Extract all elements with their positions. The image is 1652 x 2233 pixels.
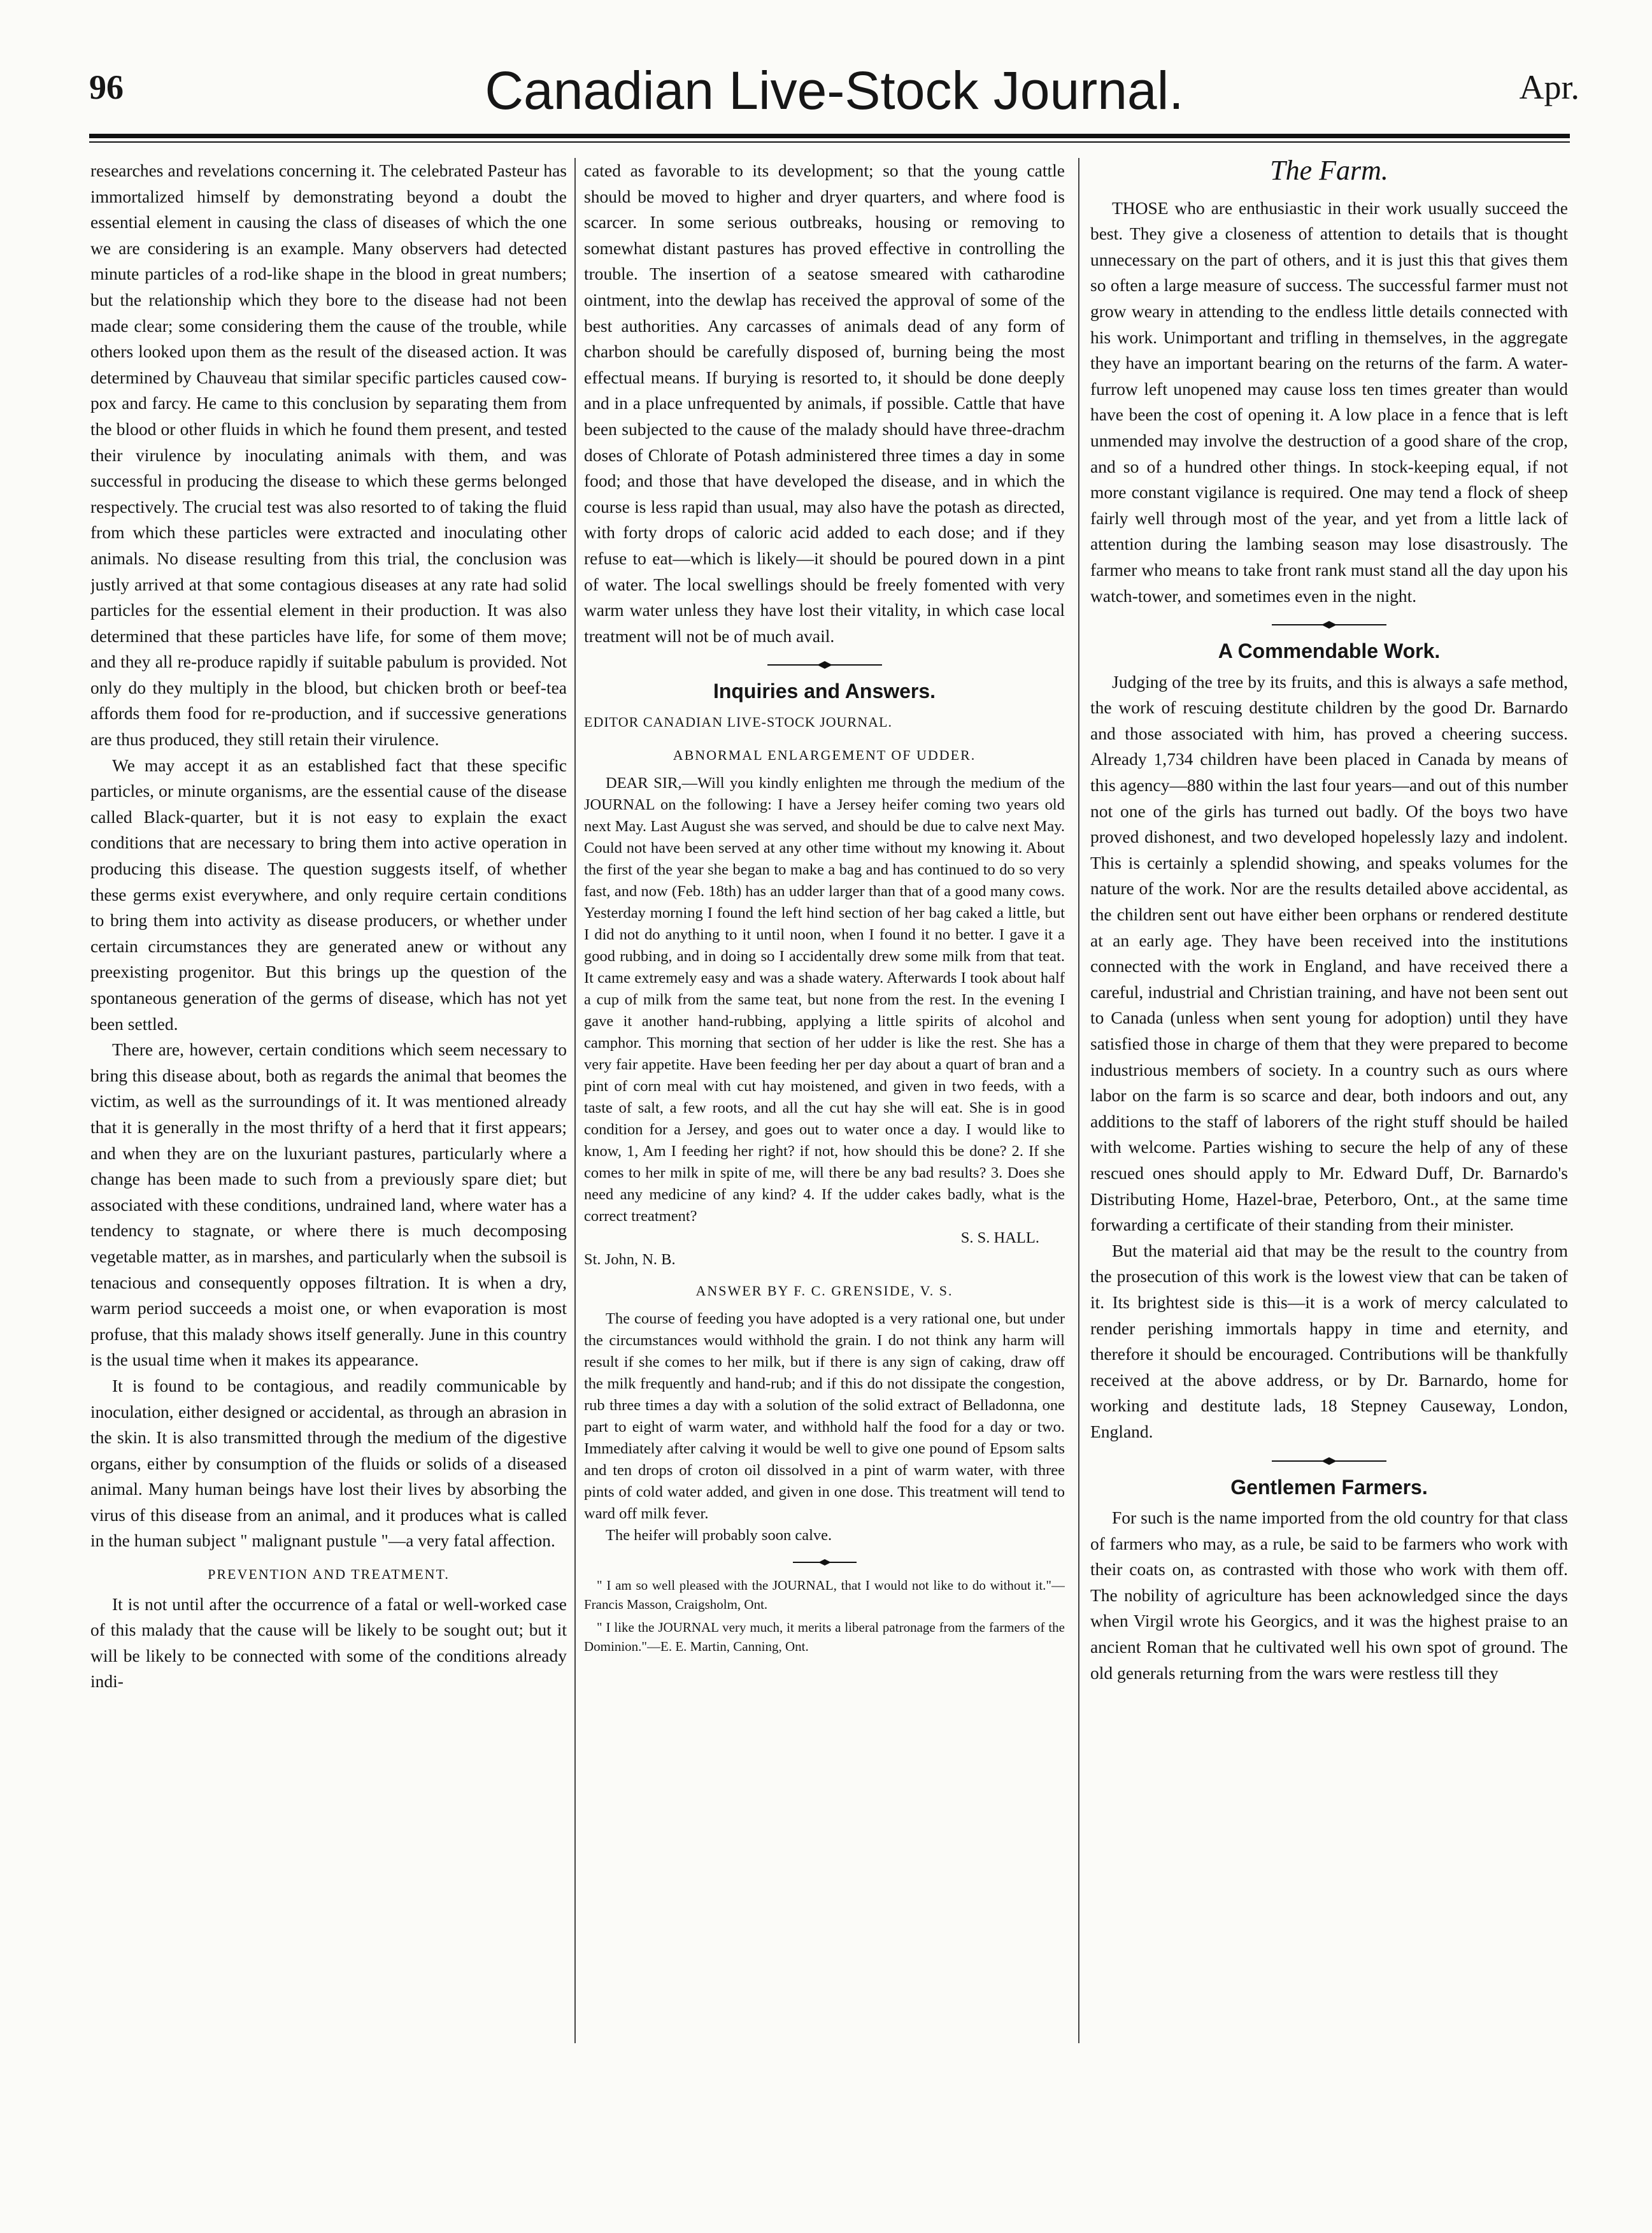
ornament-divider	[767, 1558, 882, 1567]
letter-signature: S. S. HALL.	[960, 1229, 1039, 1247]
paragraph: cated as favorable to its development; so that the young cattle should be moved to higher and dryer quarters, and where food is scarcer. In some serious outbreaks, housing or removing to somewhat distant pastures has proved effective in controlling the trouble. The insertion of a seatose smeared with catharodine ointment, into the dewlap has received the approval of some of the best authorities. Any carcasses of animals dead of any form of charbon should be carefully disposed of, burning being the most effectual means. If burying is resorted to, it should be done deeply and in a place unfrequented by animals, if possible. Cattle that have been subjected to the cause of the malady should have three-drachm doses of Chlorate of Potash administered three times a day in some food; and those that have developed the disease, and in which the course is less rapid than usual, may also have the potash as directed, with forty drops of caloric acid added to each dose; and if they refuse to eat—which is likely—it should be poured down in a pint of water. The local swellings should be freely fomented with very warm water unless they have lost their vitality, in which case local treatment will not be of much avail.	[584, 161, 1065, 646]
header-rule-thick	[89, 134, 1570, 138]
letter-place: St. John, N. B.	[584, 1251, 676, 1269]
section-title: Inquiries and Answers.	[713, 680, 936, 703]
testimonial-quote: " I am so well pleased with the JOURNAL, that I would not like to do without it."—Francis Masson, Craigsholm, Ont.	[584, 1577, 1065, 1612]
paragraph: But the material aid that may be the result to the country from the prosecution of this work is the lowest view that can be taken of it. Its brightest side is this—it is a work of mercy calculated to render perishing immortals happy in time and eternity, and therefore it should be encouraged. Contributions will be thankfully received at the above address, or by Dr. Barnardo, home for working and destitute lads, 18 Stepney Causeway, London, England.	[1090, 1240, 1568, 1441]
editor-line: EDITOR CANADIAN LIVE-STOCK JOURNAL.	[584, 713, 892, 730]
issue-month: Apr.	[1519, 68, 1579, 106]
letter-text: DEAR SIR,—Will you kindly enlighten me through the medium of the JOURNAL on the following: I have a Jersey heifer coming two years old next May. Last August she was served, and should be due to calve next May. Could not have been served at any other time without my knowing it. About the first of the year she began to make a bag and has continued to do so very fast, and now (Feb. 18th) has an udder larger than that of a good many cows. Yesterday morning I found the left hind section of her bag caked a little, but I did not do anything to it until noon, when I found it no better. I gave it a good rubbing, and in doing so I accidentally drew some milk from that teat. It came extremely easy and was a shade watery. Afterwards I took about half a cup of milk from the same teat, but none from the rest. In the evening I gave it another hand-rubbing, applying a little spirits of alcohol and camphor. This morning that section of her udder is like the rest. She has a very fair appetite. Have been feeding her per day about a quart of bran and a pint of corn meal with cut hay moistened, and given in two feeds, with a taste of salt, a few roots, and all the cut hay she will eat. She is in good condition for a Jersey, and goes out to water once a day. I would like to know, 1, Am I feeding her right? if not, how should this be done? 2. If she comes to her milk in spite of me, will there be any bad results? 3. Does she need any medicine of any kind? 4. If the udder cakes badly, what is the correct treatment?	[584, 774, 1065, 1225]
column-divider	[574, 158, 576, 2043]
paragraph: For such is the name imported from the old country for that class of farmers who may, as a rule, be said to be farmers who work with their coats on, as contrasted with those who work with them off. The nobility of agriculture has been acknowledged since the days when Virgil wrote his Georgics, and it was the highest praise to an ancient Roman that he cultivated well his own spot of ground. The old generals returning from the wars were restless till they	[1090, 1508, 1568, 1683]
article-title: Gentlemen Farmers.	[1230, 1475, 1428, 1499]
paragraph: There are, however, certain conditions which seem necessary to bring this disease about, both as regards the animal that beomes the victim, as well as the surroundings of it. It was mentioned already that it is generally in the most thrifty of a herd that it first appears; and when they are on the luxuriant pastures, particularly where a change has been made to such from a previously spare diet; but associated with these conditions, undrained land, where water has a tendency to stagnate, or where there is much decomposing vegetable matter, as in marshes, and particularly when the subsoil is tenacious and consequently opposes filtration. It is when a dry, warm period succeeds a moist one, or when evaporation is most profuse, that this malady shows itself generally. June in this country is the usual time when it makes its appearance.	[90, 1039, 567, 1370]
article-title: A Commendable Work.	[1218, 639, 1441, 663]
paragraph: researches and revelations concerning it. The celebrated Pasteur has immortalized himself by demonstrating beyond a doubt the essential element in causing the class of diseases of which the one we are considering is an example. Many observers had detected minute particles of a rod-like shape in the blood in great numbers; but the relationship which they bore to the disease had not been made clear; some considering them the cause of the trouble, while others looked upon them as the result of the diseased action. It was determined by Chauveau that similar specific particles caused cow-pox and farcy. He came to this conclusion by separating them from the blood or other fluids in which he found them present, and tested their virulence by inoculating animals with them, and was successful in producing the disease to which these germs belonged respectively. The crucial test was also resorted to of taking the fluid from which these particles were extracted and inoculating other animals. No disease resulting from this trial, the conclusion was justly arrived at that some contagious diseases at any rate had solid particles for the essential element in their production. It was also determined that these particles have life, for some of them move; and they all re-produce rapidly if suitable pabulum is provided. Not only do they multiply in the blood, but chicken broth or beef-tea affords them food for re-production, and if successive generations are thus produced, they still retain their virulence.	[90, 161, 567, 750]
testimonial-quote: " I like the JOURNAL very much, it merits a liberal patronage from the farmers of the Dominion."—E. E. Martin, Canning, Ont.	[584, 1619, 1065, 1654]
answer-end: The heifer will probably soon calve.	[606, 1526, 832, 1544]
ornament-divider	[1272, 620, 1386, 629]
page-number: 96	[89, 68, 124, 106]
column-left	[90, 158, 567, 2069]
department-title: The Farm.	[1270, 158, 1388, 186]
header-rule-thin	[89, 141, 1570, 143]
page-header	[83, 59, 1586, 129]
paragraph: THOSE who are enthusiastic in their work usually succeed the best. They give a closeness of attention to details that is thought unnecessary on the part of others, and it is just this that gives them so often a large measure of success. The successful farmer must not grow weary in attending to the endless little details connected with his work. Unimportant and trifling in themselves, in the aggregate they have an important bearing on the returns of the farm. A water-furrow left unopened may cause loss ten times greater than would have been the cost of opening it. A low place in a fence that is left unmended may involve the destruction of a good share of the crop, and so of a hundred other things. In stock-keeping equal, if not more constant vigilance is required. One may tend a flock of sheep fairly well through most of the year, and yet from a little lack of attention during the lambing season may lose disastrously. The farmer who means to take front rank must stand all the day upon his watch-tower, and sometimes even in the night.	[1090, 197, 1568, 606]
paragraph: It is not until after the occurrence of a fatal or well-worked case of this malady that the cause will be likely to be sought out; but it will be likely to be connected with some of the conditions already indi-	[90, 1594, 567, 1692]
subheading: ANSWER BY F. C. GRENSIDE, V. S.	[695, 1283, 953, 1299]
subheading: ABNORMAL ENLARGEMENT OF UDDER.	[673, 747, 976, 764]
ornament-divider	[1272, 1457, 1386, 1466]
paragraph: We may accept it as an established fact that these specific particles, or minute organisms, are the essential cause of the disease called Black-quarter, but it is not easy to explain the exact conditions that are necessary to bring them into active operation in producing this disease. The question suggests itself, of whether these germs exist everywhere, and only require certain conditions to bring them into activity as disease producers, or whether under certain circumstances they are generated anew or without any preexisting progenitor. But this brings up the question of the spontaneous generation of the germs of disease, which has not yet been settled.	[90, 755, 567, 1034]
column-middle	[584, 158, 1065, 2069]
paragraph: Judging of the tree by its fruits, and this is always a safe method, the work of rescuing destitute children by the good Dr. Barnardo and those associated with him, has proved a cheering success. Already 1,734 children have been placed in Canada by means of this agency—880 within the last four years—and out of this number not one of the girls has turned out badly. Of the boys two have proved dishonest, and two developed hopelessly lazy and indolent. This is certainly a splendid showing, and speaks volumes for the nature of the work. Nor are the results detailed above accidental, as the children sent out have either been orphans or rendered destitute at an early age. They have been received into the institutions connected with the work in England, and have received there a careful, industrial and Christian training, and have not been sent out to Canada (unless when sent young for adoption) until they have satisfied those in charge of them that they were prepared to become industrious members of society. In a country such as ours where labor on the farm is so scarce and dear, both indoors and out, any additions to the staff of laborers of the right stuff should be hailed with welcome. Parties wishing to secure the help of any of these rescued ones should apply to Mr. Edward Duff, Dr. Barnardo's Distributing Home, Hazel-brae, Peterboro, Ont., at the same time forwarding a certificate of their standing from their minister.	[1090, 671, 1568, 1235]
paragraph: It is found to be contagious, and readily communicable by inoculation, either designed or accidental, as through an abrasion in the skin. It is also transmitted through the medium of the digestive organs, either by consumption of the fluids or solids of a diseased animal. Many human beings have lost their lives by absorbing the virus of this disease from an animal, and it produces what is called in the human subject " malignant pustule "—a very fatal affection.	[90, 1375, 567, 1551]
ornament-divider	[767, 660, 882, 669]
column-divider	[1078, 158, 1079, 2043]
answer-text: The course of feeding you have adopted is a very rational one, but under the circumstances would withhold the grain. I do not think any harm will result if she comes to her milk, but if there is any sign of caking, draw off the milk frequently and hand-rub; and if this do not dissipate the congestion, rub three times a day with a solution of the solid extract of Belladonna, one part to eight of warm water, and withhold half the food for a day or two. Immediately after calving it would be well to give one pound of Epsom salts and ten drops of croton oil dissolved in a pint of warm water, with three pints of cold water added, and given in one dose. This treatment will tend to ward off milk fever.	[584, 1309, 1065, 1522]
subheading: PREVENTION AND TREATMENT.	[208, 1566, 450, 1583]
journal-title: Canadian Live-Stock Journal.	[485, 61, 1184, 120]
column-right	[1090, 158, 1568, 2069]
